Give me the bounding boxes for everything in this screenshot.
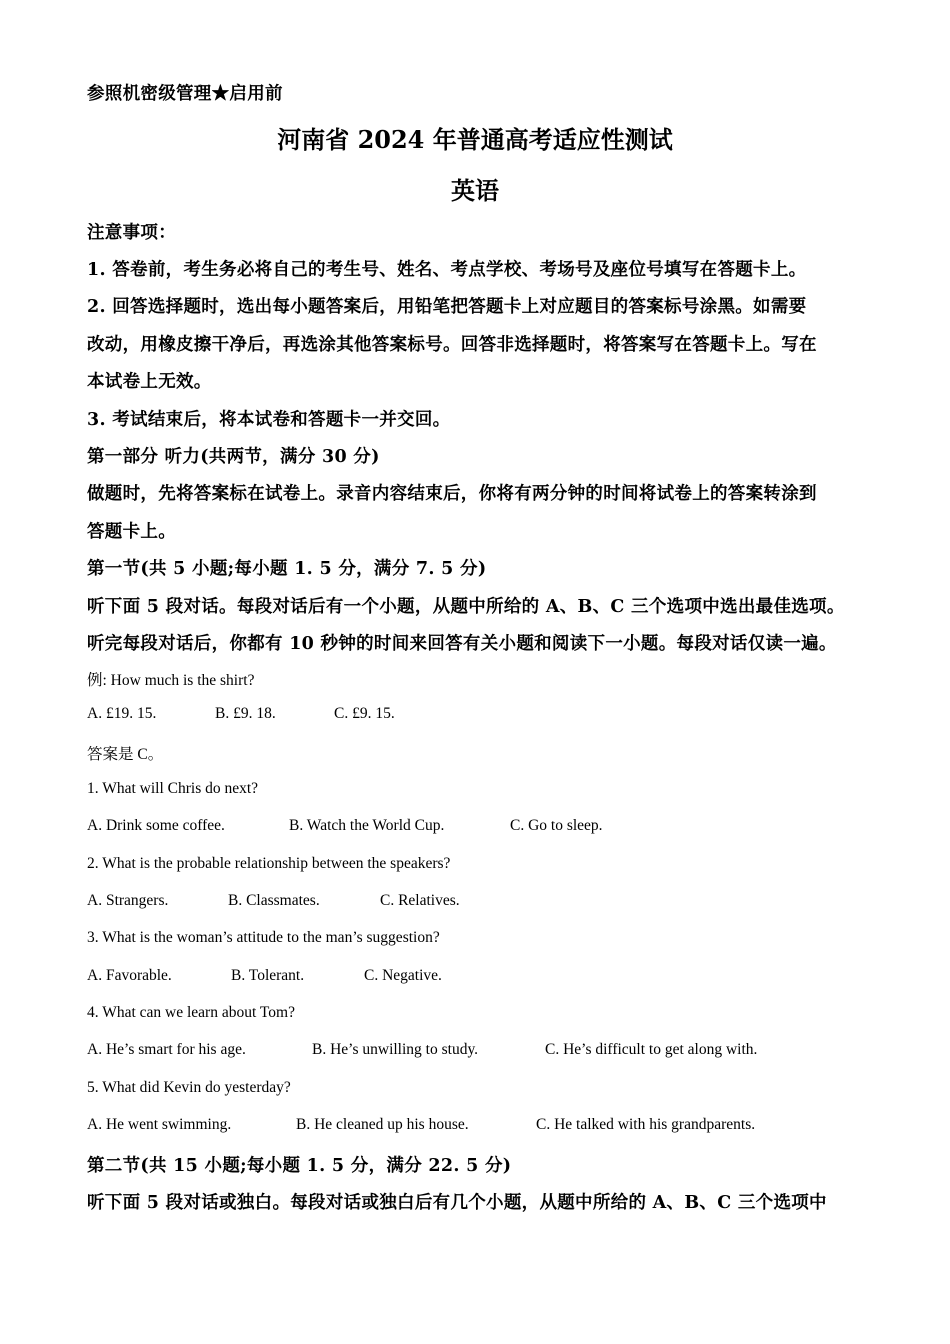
question-5-option-a: A. He went swimming. — [87, 1116, 232, 1133]
note-item-2-line-1: 2. 回答选择题时，选出每小题答案后，用铅笔把答题卡上对应题目的答案标号涂黑。如需要 — [87, 297, 807, 317]
part1-intro-line-1: 做题时，先将答案标在试卷上。录音内容结束后，你将有两分钟的时间将试卷上的答案转涂到 — [87, 484, 817, 504]
page-title: 河南省 2024 年普通高考适应性测试 — [277, 125, 673, 154]
section1-instruction-line-2: 听完每段对话后，你都有 10 秒钟的时间来回答有关小题和阅读下一小题。每段对话仅读一遍。 — [87, 634, 837, 654]
question-2: 2. What is the probable relationship between the speakers? — [87, 855, 451, 872]
example-option-c: C. £9. 15. — [334, 705, 395, 722]
question-2-option-b: B. Classmates. — [228, 892, 320, 909]
example-option-a: A. £19. 15. — [87, 705, 157, 722]
part1-heading: 第一部分 听力(共两节，满分 30 分) — [87, 447, 380, 467]
question-2-option-a: A. Strangers. — [87, 892, 169, 909]
question-3: 3. What is the woman’s attitude to the man’s suggestion? — [87, 929, 440, 946]
part1-intro-line-2: 答题卡上。 — [87, 522, 176, 542]
question-1: 1. What will Chris do next? — [87, 780, 259, 797]
question-2-option-c: C. Relatives. — [380, 892, 460, 909]
question-4-option-b: B. He’s unwilling to study. — [312, 1041, 479, 1058]
subject-title: 英语 — [451, 176, 499, 205]
note-item-1: 1. 答卷前，考生务必将自己的考生号、姓名、考点学校、考场号及座位号填写在答题卡上。 — [87, 260, 807, 280]
question-4-option-a: A. He’s smart for his age. — [87, 1041, 246, 1058]
section1-instruction-line-1: 听下面 5 段对话。每段对话后有一个小题，从题中所给的 A、B、C 三个选项中选出最佳选项。 — [87, 597, 845, 617]
question-5-option-b: B. He cleaned up his house. — [296, 1116, 469, 1133]
question-4: 4. What can we learn about Tom? — [87, 1004, 295, 1021]
question-3-option-a: A. Favorable. — [87, 967, 172, 984]
question-4-option-c: C. He’s difficult to get along with. — [545, 1041, 758, 1058]
question-3-option-c: C. Negative. — [364, 967, 442, 984]
question-5: 5. What did Kevin do yesterday? — [87, 1079, 291, 1096]
confidential-label: 参照机密级管理★启用前 — [87, 84, 283, 104]
question-1-option-a: A. Drink some coffee. — [87, 817, 225, 834]
section2-heading: 第二节(共 15 小题;每小题 1. 5 分，满分 22. 5 分) — [87, 1156, 512, 1176]
section1-heading: 第一节(共 5 小题;每小题 1. 5 分，满分 7. 5 分) — [87, 559, 487, 579]
note-item-3: 3. 考试结束后，将本试卷和答题卡一并交回。 — [87, 410, 451, 430]
question-3-option-b: B. Tolerant. — [231, 967, 305, 984]
example-answer: 答案是 C。 — [87, 746, 164, 763]
section2-instruction-line-1: 听下面 5 段对话或独白。每段对话或独白后有几个小题，从题中所给的 A、B、C 三个选项中 — [87, 1193, 827, 1213]
question-1-option-c: C. Go to sleep. — [510, 817, 603, 834]
question-5-option-c: C. He talked with his grandparents. — [536, 1116, 756, 1133]
note-item-2-line-2: 改动，用橡皮擦干净后，再选涂其他答案标号。回答非选择题时，将答案写在答题卡上。写在 — [87, 335, 817, 355]
notes-heading: 注意事项： — [87, 223, 176, 243]
note-item-2-line-3: 本试卷上无效。 — [87, 372, 212, 392]
example-option-b: B. £9. 18. — [215, 705, 276, 722]
question-1-option-b: B. Watch the World Cup. — [289, 817, 445, 834]
example-question: 例: How much is the shirt? — [87, 672, 255, 689]
